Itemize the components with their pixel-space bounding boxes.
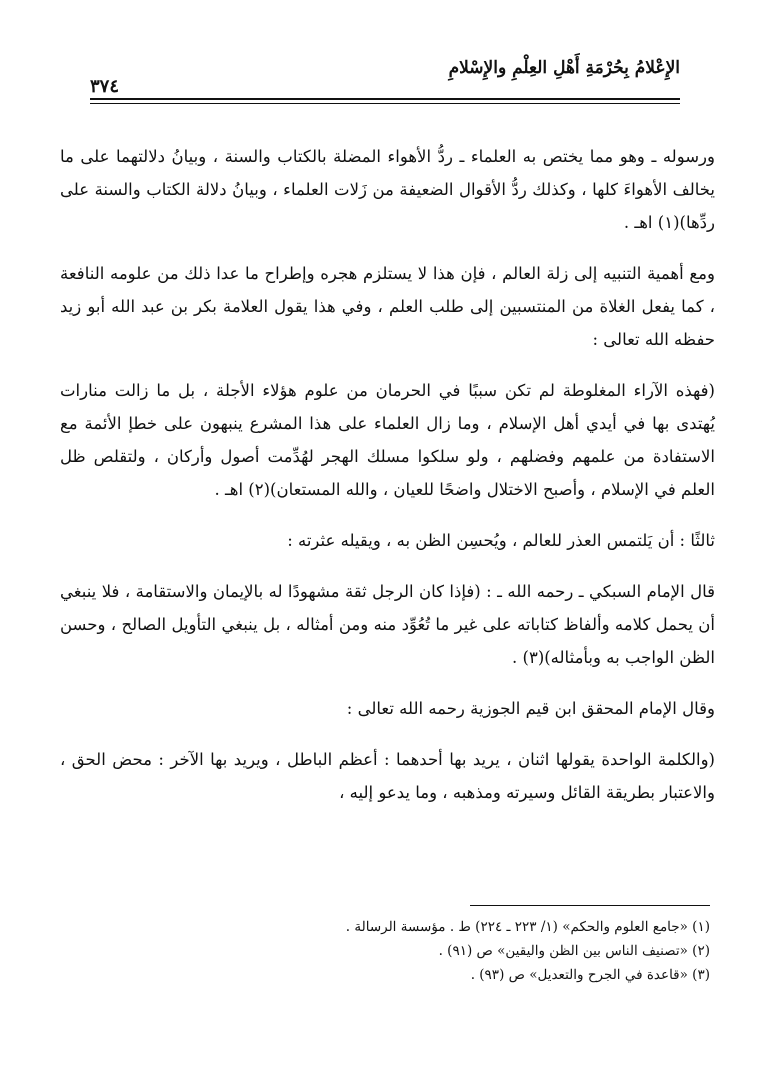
header-rule-thin: [90, 103, 680, 104]
header-rule-thick: [90, 98, 680, 100]
paragraph: وقال الإمام المحقق ابن قيم الجوزية رحمه الله تعالى :: [346, 699, 715, 718]
footnote: (٢) «تصنيف الناس بين الظن واليقين» ص (٩١) .: [438, 943, 710, 959]
running-title: الإِعْلامُ بِحُرْمَةِ أَهْلِ العِلْمِ والإِسْلامِ: [448, 58, 680, 78]
running-header: [90, 58, 680, 98]
section-heading-paragraph: ثالثًا : أن يَلتمس العذر للعالم ، ويُحسِن الظن به ، ويقيله عثرته :: [287, 531, 715, 550]
paragraph: ومع أهمية التنبيه إلى زلة العالم ، فإن هذا لا يستلزم هجره وإطراح ما عدا ذلك من علومه النافعة ، كما يفعل الغلاة من المنتسبين إلى طلب العلم ، وفي هذا يقول العلامة بكر بن عبد الله أبو زيد حفظه الله تعالى :: [60, 264, 715, 349]
quote-paragraph: (والكلمة الواحدة يقولها اثنان ، يريد بها أحدهما : أعظم الباطل ، ويريد بها الآخر : محض الحق ، والاعتبار بطريقة القائل وسيرته ومذهبه ، وما يدعو إليه ،: [60, 750, 715, 802]
main-text: [60, 140, 715, 823]
quote-paragraph: (فهذه الآراء المغلوطة لم تكن سببًا في الحرمان من علوم هؤلاء الأجلة ، بل ما زالت منارات يُهتدى بها في أيدي أهل الإسلام ، وما زال العلماء على هذا المشرع ينبهون على خطإ الأئمة مع الاستفادة من علمهم وفضلهم ، ولو سلكوا مسلك الهجر لهُدِّمت أصول وأركان ، ولتقلص ظل العلم في الإسلام ، وأصبح الاختلال واضحًا للعيان ، والله المستعان)(٢) اهـ .: [60, 381, 715, 499]
footnote: (٣) «قاعدة في الجرح والتعديل» ص (٩٣) .: [470, 967, 710, 983]
page-number: ٣٧٤: [90, 76, 120, 97]
footnotes: [150, 915, 710, 987]
quote-paragraph: قال الإمام السبكي ـ رحمه الله ـ : (فإذا كان الرجل ثقة مشهودًا له بالإيمان والاستقامة ، فلا ينبغي أن يحمل كلامه وألفاظ كتاباته على غير ما تُعُوِّد منه ومن أمثاله ، بل ينبغي التأويل الصالح ، وحسن الظن الواجب به وبأمثاله)(٣) .: [60, 582, 715, 667]
footnote: (١) «جامع العلوم والحكم» (١/ ٢٢٣ ـ ٢٢٤) ط . مؤسسة الرسالة .: [345, 919, 710, 935]
footnote-separator: [470, 905, 710, 906]
paragraph: ورسوله ـ وهو مما يختص به العلماء ـ ردُّ الأهواء المضلة بالكتاب والسنة ، وبيانُ دلالتهما على ما يخالف الأهواءَ كلها ، وكذلك ردُّ الأقوال الضعيفة من زَلات العلماء ، وبيانُ دلالة الكتاب والسنة على ردِّها)(١) اهـ .: [60, 147, 715, 232]
